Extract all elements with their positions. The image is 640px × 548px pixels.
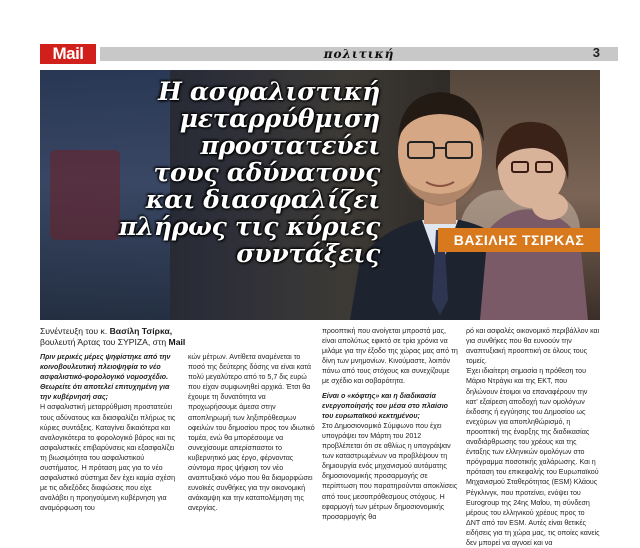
- headline-line: τους αδύνατους: [153, 158, 380, 187]
- answer-paragraph: κών μέτρων. Αντίθετα αναμένεται το ποσό της δεύτερης δόσης να είναι κατά πολύ μεγαλύτερο από το 5,7 δις ευρώ που είχαν συμφωνηθεί αρχικά. Έτσι θα έχουμε τη δυνατότητα να προχωρήσουμε άμεσα στην αποπληρωμή των ληξιπρόθεσμων οφειλών του δημοσίου προς τον ιδιωτικό τομέα, ενώ θα μπορέσουμε να συνεχίσουμε απερίσπαστοι το κυβερνητικό μας έργο, φέρνοντας σύντομα προς ψήφιση τον νέο αναπτυξιακό νόμο που θα διαμορφώσει ευνοϊκές συνθήκες για την οικονομική ανάκαμψη και την καταπολέμηση της ανεργίας.: [188, 353, 315, 513]
- interviewee-name-tag: ΒΑΣΙΛΗΣ ΤΣΙΡΚΑΣ: [438, 228, 600, 252]
- question-paragraph: Πριν μερικές μέρες ψηφίστηκε από την κοινοβουλευτική πλειοψηφία το νέο ασφαλιστικό-φορολογικό νομοσχέδιο. Θεωρείτε ότι αποτελεί επιτυχημένη για την κυβέρνησή σας;: [40, 353, 171, 402]
- background-woman: [470, 110, 590, 320]
- interview-photo: [40, 70, 600, 320]
- mail-logo: Mail: [40, 44, 96, 64]
- headline-line: συντάξεις: [236, 239, 380, 268]
- answer-paragraph: ρό και ασφαλές οικονομικό περιβάλλον και για συνθήκες που θα ευνοούν την αναπτυξιακή προοπτική σε όλους τους τομείς.: [466, 327, 600, 366]
- article-column-4: [466, 326, 600, 548]
- headline-line: πλήρως τις κύριες: [118, 212, 380, 241]
- intro-name: Βασίλη Τσίρκα,: [109, 326, 173, 336]
- question-paragraph: Είναι ο «κόφτης» και η διαδικασία ενεργοποίησής του μέσα στο πλαίσιο του ευρωπαϊκού κεκτημένου;: [322, 391, 448, 420]
- headline-line: Η ασφαλιστική: [158, 77, 380, 106]
- section-bar: [100, 47, 618, 61]
- article-column-3: [322, 326, 458, 522]
- answer-paragraph: Στο Δημοσιονομικό Σύμφωνο που έχει υπογράψει τον Μάρτη του 2012 προβλέπεται ότι σε αθλίως η υπογράψαν των καταστρωμένων να προβλέψουν τη δημιουργία ενός μηχανισμού αυτόματης δημοσιονομικής προσαρμογής σε περίπτωση που παρατηρούνται αποκλίσεις από τους μεσοπρόθεσμους στόχους. Η εφαρμογή των μέτρων δημοσιονομικής προσαρμογής θα: [322, 421, 458, 521]
- answer-paragraph: Η ασφαλιστική μεταρρύθμιση προστατεύει τους αδύνατους και διασφαλίζει πλήρως τις κύριες συντάξεις. Καταγίνει δικαιότερα και αναλογικότερα το φορολογικό βάρος και τις ασφαλιστικές επιβαρύνσεις και εξασφαλίζει τη βιωσιμότητα του ασφαλιστικού συστήματος. Η πρόταση μας για το νέο ασφαλιστικό σύστημα δεν έχει καμία σχέση με τις αδιεξόδες διαφώσεις που είχε αναλάβει η προηγούμενη κυβέρνηση για αναμόρφωση του: [40, 403, 176, 513]
- answer-paragraph: Έχει ιδιαίτερη σημασία η πρόθεση του Μάριο Ντράγκι και της ΕΚΤ, που δηλώνουν έτοιμοι να επαναφέρουν την κατ' εξαίρεση αποδοχή των ομολόγων έκδοσης ή εγγύησης του Δημοσίου ως ενεχύρων για αποπληθώρισμό, η προοπτική της έναρξης της διαδικασίας αναδιάρθρωσης του χρέους και της ένταξης των ελληνικών ομολόγων στο πρόγραμμα ποσοτικής χαλάρωσης. Και η πρόταση του επικεφαλής του Ευρωπαϊκού Μηχανισμού Σταθερότητας (ESM) Κλάους Ρέγκλινγκ, που προτείνει, ενόψει του Eurogroup της 24ης Μαΐου, τη σύνδεση μέρους του ελληνικού χρέους προς το ΔΝΤ από τον ESM. Αυτές είναι θετικές ειδήσεις για τη χώρα μας, τις οποίες κανείς δεν μπορεί να αγνοεί και να: [466, 367, 600, 547]
- page-header: [40, 42, 600, 68]
- intro-prefix: Συνέντευξη του κ.: [40, 326, 110, 336]
- section-title: πολιτική: [323, 47, 395, 61]
- intro-role: βουλευτή Άρτας του ΣΥΡΙΖΑ, στη: [40, 337, 169, 347]
- interview-intro: [40, 326, 316, 348]
- headline-line: μεταρρύθμιση: [179, 104, 380, 133]
- headline: [50, 78, 380, 267]
- headline-line: και διασφαλίζει: [145, 185, 380, 214]
- intro-paper: Mail: [168, 337, 186, 347]
- article-column-1: [40, 352, 180, 514]
- answer-paragraph: προοπτική που ανοίγεται μπροστά μας, είναι απολύτως εφικτό σε τρία χρόνια να μιλάμε για την έξοδο της χώρας μας από τη δίνη των μνημονίων. Κινούμαστε, λοιπόν πάνω από τους στόχους και συνεχίζουμε με σχέδιο και σοβαρότητα.: [322, 327, 458, 386]
- headline-line: προστατεύει: [200, 131, 380, 160]
- article-column-2: [188, 352, 316, 514]
- page-number: 3: [592, 45, 600, 60]
